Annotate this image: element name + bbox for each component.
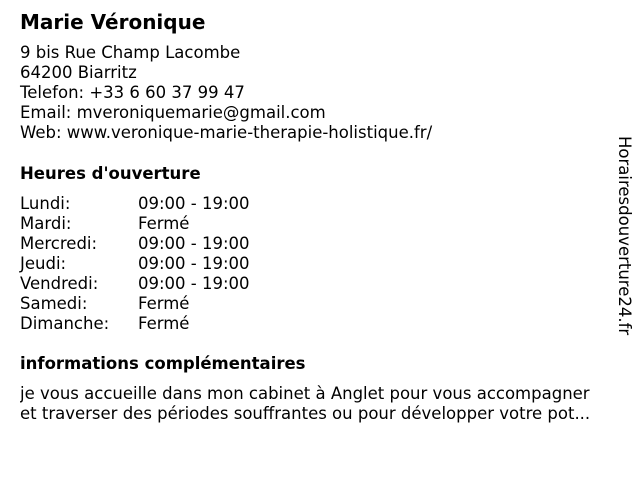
city-postcode: 64200 Biarritz — [20, 63, 137, 82]
day-label: Mercredi: — [20, 234, 98, 253]
day-hours: 09:00 - 19:00 — [138, 254, 250, 273]
website-url: Web: www.veronique-marie-therapie-holistique.fr/ — [20, 123, 433, 142]
day-hours: 09:00 - 19:00 — [138, 194, 250, 213]
contact-block — [20, 43, 432, 143]
additional-info-text — [20, 384, 630, 424]
day-label: Lundi: — [20, 194, 71, 213]
email-address: Email: mveroniquemarie@gmail.com — [20, 103, 326, 122]
additional-info-heading: informations complémentaires — [20, 354, 306, 373]
info-line-2: et traverser des périodes souffrantes ou pour développer votre pot... — [20, 404, 591, 423]
day-label: Mardi: — [20, 214, 72, 233]
day-hours: 09:00 - 19:00 — [138, 274, 250, 293]
phone-number: Telefon: +33 6 60 37 99 47 — [20, 83, 245, 102]
day-hours: Fermé — [138, 314, 190, 333]
business-name: Marie Véronique — [20, 10, 206, 34]
opening-hours-heading: Heures d'ouverture — [20, 164, 201, 183]
day-label: Vendredi: — [20, 274, 99, 293]
day-hours: Fermé — [138, 214, 190, 233]
street-address: 9 bis Rue Champ Lacombe — [20, 43, 241, 62]
day-hours: 09:00 - 19:00 — [138, 234, 250, 253]
site-watermark: Horairesdouverture24.fr — [615, 136, 634, 336]
day-label: Samedi: — [20, 294, 88, 313]
day-label: Jeudi: — [20, 254, 67, 273]
day-label: Dimanche: — [20, 314, 110, 333]
day-hours: Fermé — [138, 294, 190, 313]
info-line-1: je vous accueille dans mon cabinet à Anglet pour vous accompagner — [20, 384, 590, 403]
